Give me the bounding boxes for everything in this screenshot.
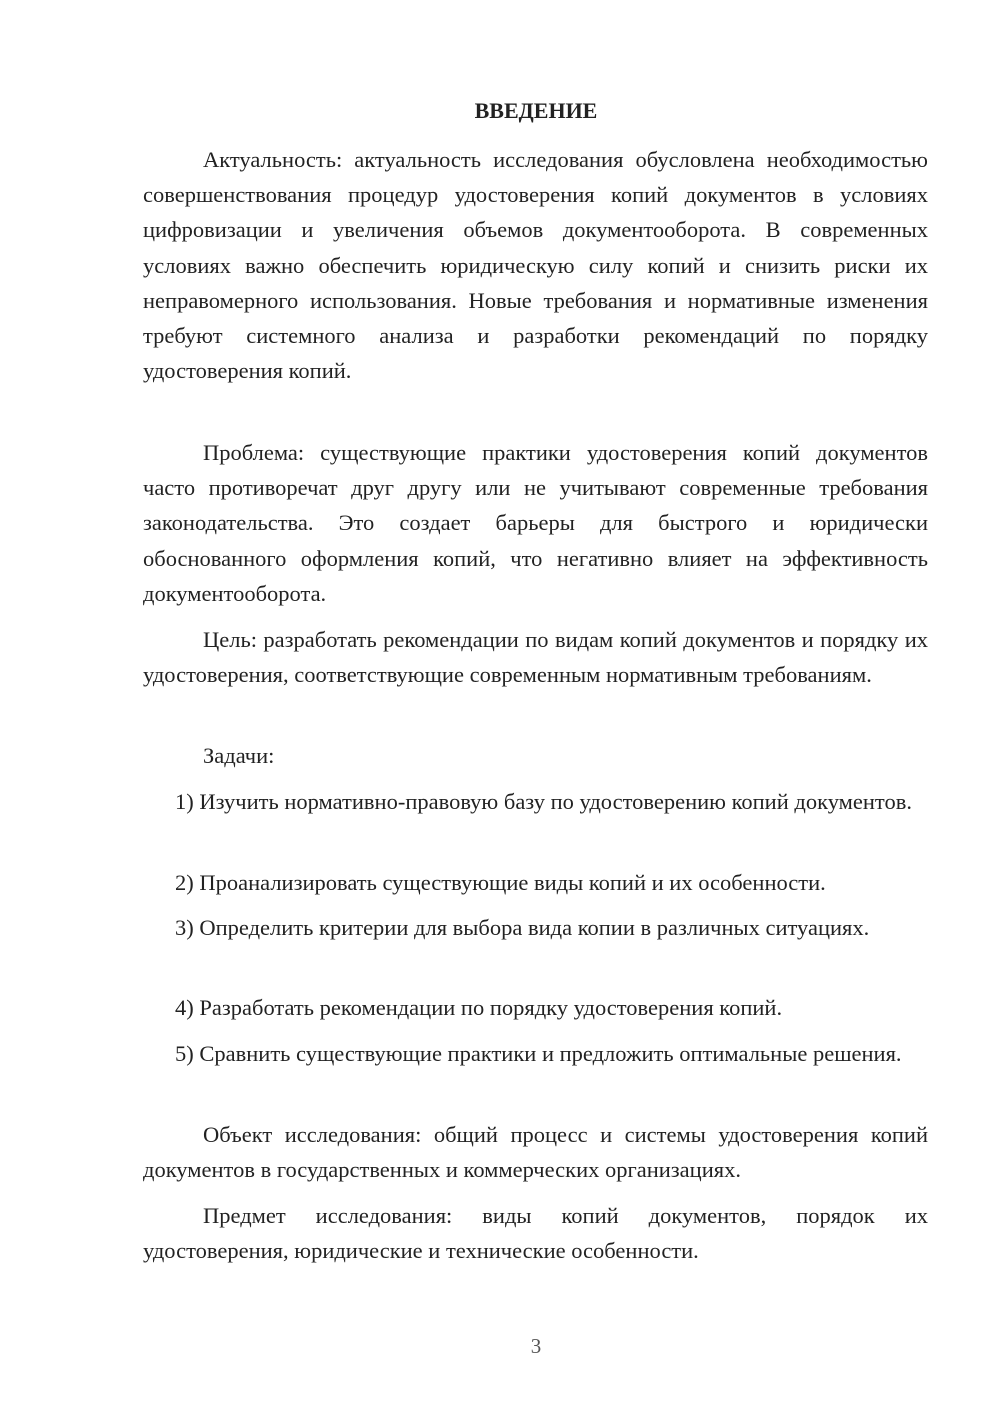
tasks-heading: Задачи: — [203, 743, 275, 768]
task-item-2: 2) Проанализировать существующие виды копий и их особенности. — [175, 870, 826, 895]
page-number: 3 — [530, 1334, 542, 1358]
paragraph-goal: Цель: разработать рекомендации по видам копий документов и порядку их удостоверения, соответствующие современным нормативным требованиям. — [143, 627, 928, 688]
paragraph-relevance: Актуальность: актуальность исследования обусловлена необходимостью совершенствования процедур удостоверения копий документов в условиях цифровизации и увеличения объемов документооборота. В современных условиях важно обеспечить юридическую силу копий и снизить риски их неправомерного использования. Новые требования и нормативные изменения требуют системного анализа и разработки рекомендаций по порядку удостоверения копий. — [143, 147, 928, 384]
task-item-1: 1) Изучить нормативно-правовую базу по удостоверению копий документов. — [175, 789, 912, 814]
task-item-4: 4) Разработать рекомендации по порядку удостоверения копий. — [175, 995, 783, 1020]
paragraph-problem: Проблема: существующие практики удостоверения копий документов часто противоречат друг другу или не учитывают современные требования законодательства. Это создает барьеры для быстрого и юридически обоснованного оформления копий, что негативно влияет на эффективность документооборота. — [143, 440, 928, 606]
paragraph-subject: Предмет исследования: виды копий документов, порядок их удостоверения, юридические и технические особенности. — [143, 1203, 928, 1264]
page-title: ВВЕДЕНИЕ — [474, 98, 598, 123]
paragraph-object: Объект исследования: общий процесс и системы удостоверения копий документов в государственных и коммерческих организациях. — [143, 1122, 928, 1183]
task-item-3: 3) Определить критерии для выбора вида копии в различных ситуациях. — [175, 915, 870, 940]
task-item-5: 5) Сравнить существующие практики и предложить оптимальные решения. — [175, 1041, 902, 1066]
